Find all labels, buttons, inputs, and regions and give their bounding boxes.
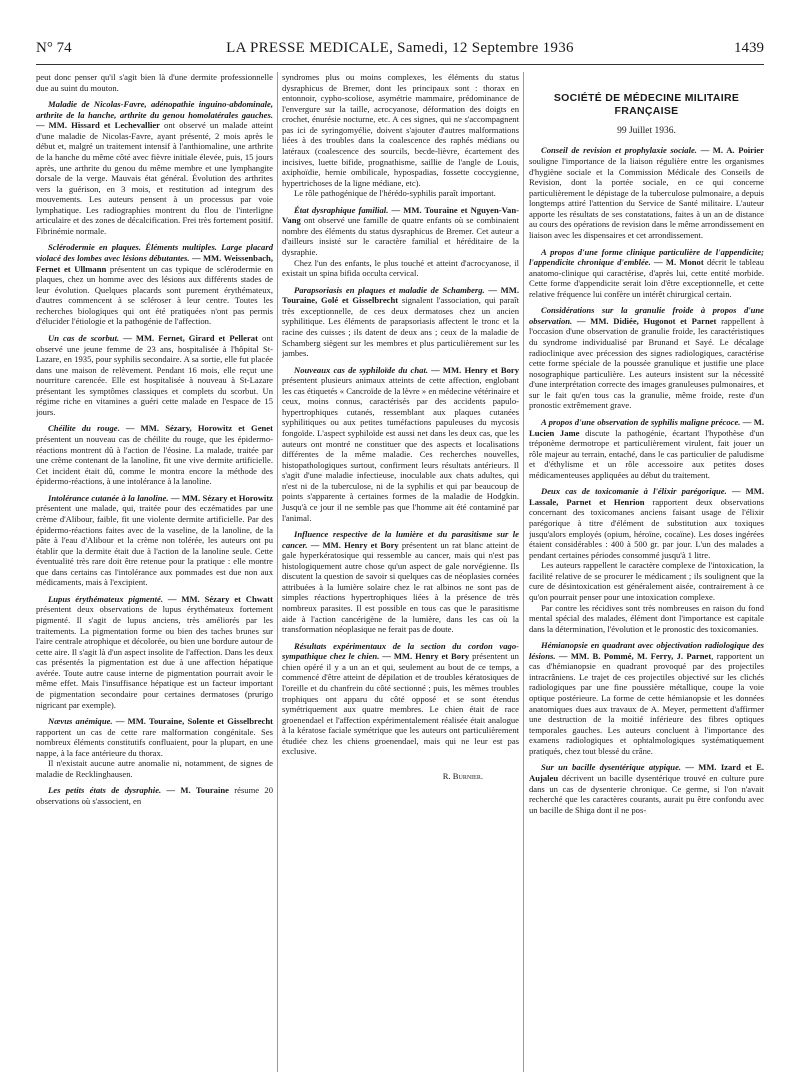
abstract-title: Maladie de Nicolas-Favre, adénopathie inguino-abdominale, arthrite de la hanche, arthrite du genou homolatérales gauches.: [36, 99, 273, 120]
reporter-signature: R. Burnier.: [442, 770, 483, 781]
abstract-authors: — MM. Sézary et Horowitz: [170, 492, 273, 503]
session-date: 99 Juillet 1936.: [617, 125, 676, 136]
abstract-text: décrit le tableau anatomo-clinique qui caractérise, d'après lui, cette entité morbide. Cette forme d'appendicite serait loin d'être exceptionnelle, et cette relative fréquence lui confère un intérêt chirurgical certain.: [529, 257, 764, 299]
abstract-title: Sur un bacille dysentérique atypique.: [541, 762, 682, 773]
abstract-authors: — MM. Didiée, Hugonot et Parnet: [576, 315, 717, 326]
abstract-paragraph: Par contre les récidives sont très nombreuses en raison du fond mental spécial des malades, élément dont l'importance est capitale dans la détermination, l'évolution et le pronostic des toxicomanies.: [529, 602, 764, 634]
abstract: [529, 640, 764, 756]
abstract-text: rapportent un cas de cette rare malformation congénitale. Ses nombreux éléments constitutifs confluaient, pour la plupart, en une nappe, à la face antérieure du thorax.: [36, 726, 273, 758]
abstract-text: ont observé une jeune femme de 23 ans, hospitalisée à l'hôpital St-Lazare, en 1935, pour syphilis secondaire. A sa sortie, elle fut placée dans une maison de relèvement. Pendant 16 mois, elle reçut une nourriture carencée. Elle est hospitalisée à nouveau à St-Lazare présentant les symptômes classiques et complets du scorbut. Un régime riche en vitamines a guéri cette malade en l'espace de 15 jours.: [36, 332, 273, 417]
abstract: [36, 493, 273, 588]
abstract-paragraph: Le rôle pathogénique de l'hérédo-syphilis paraît important.: [294, 188, 496, 199]
abstract-title: Résultats expérimentaux de la section du cordon vago-sympathique chez le chien.: [282, 640, 519, 662]
journal-title: LA PRESSE MEDICALE, Samedi, 12 Septembre 1936: [226, 40, 574, 56]
abstract-title: Nouveaux cas de syphiloïde du chat.: [294, 364, 428, 375]
issue-number: N° 74: [36, 40, 72, 56]
abstract: [36, 242, 273, 327]
abstract-title: Considérations sur la granulie froide à propos d'une observation.: [529, 305, 764, 326]
column-divider: [523, 72, 524, 1072]
abstract-paragraph: Il n'existait aucune autre anomalie ni, notamment, de signes de maladie de Recklinghausen.: [36, 758, 273, 779]
abstract-authors: — MM. Izard et E. Aujaleu: [529, 762, 764, 783]
abstract: [282, 205, 519, 279]
abstract-authors: — MM. Henry et Bory: [431, 364, 519, 375]
abstract-authors: — M. A. Poirier: [700, 145, 764, 156]
abstract-text: présentent une malade, qui, traitée pour des eczématides par une crème d'Alibour, faible, fit une violente dermite artificielle. Par des épidermo-réactions faites avec de la vaseline, de la lanoline, de la pâte à l'eau d'Alibour et la crème non tolérée, les auteurs ont pu établir que la dermite était due à l'action de la lanoline seule. Cette éventualité très rare doit être retenue pour la pratique : elle montre que dans certains cas l'intolérance aux pommades est due non aux médicaments, mais à l'excipient.: [36, 503, 273, 588]
abstract-title: Nævus anémique.: [48, 716, 113, 727]
abstract: [36, 716, 273, 779]
column-right: [529, 72, 764, 1072]
abstract-authors: — MM. Hissard et Lechevallier: [36, 120, 160, 131]
abstract-text: syndromes plus ou moins complexes, les éléments du status dysraphicus de Bremer, dont les principaux sont : thorax en entonnoir, cypho-scoliose, asymétrie mammaire, prédominance de l'envergure sur la taille, acrocyanose, déformation des doigts en crochet, énurésie nocturne, etc. A ces signes, qui ne s'accompagnent pas ici de syringomyélie, doivent s'ajouter d'autres malformations liées à des troubles dans la coalescence des raphés médians ou latéraux (coalescence des sourcils, becde-lièvre, écartement des incisives, luette bifide, prognathisme, saillie de l'angle de Louis, axiphoïdie, hernie ombilicale, hypospadias, fossette coccygienne, hypertrichoses de la ligne médiane, etc).: [282, 72, 519, 188]
abstract-text: présentent un chien opéré il y a un an et qui, seulement au bout de ce temps, a commencé d'être atteint de dépilation et de troubles kératosiques de l'oreille et du chanfrein du côté sectionné ; puis, les mêmes troubles trophiques ont apparu du côté opposé et se sont étendus symétriquement aux quatre membres. Le chien était de race groenendael et l'affection expérimentalement réalisée était analogue à la kératose faciale symétrique que les auteurs ont particulièrement étudiée chez les chiens groenendael, mais qui ne leur est pas exclusive.: [282, 651, 519, 757]
abstract-text: signalent l'association, qui paraît très exceptionnelle, de ces deux dermatoses chez un ancien syphilitique. Les éléments de parapsoriasis affectent le tronc et la racine des cuisses ; ils datent de deux ans ; ceux de la maladie de Schamberg siègent sur les membres et plus particulièrement sur les jambes.: [282, 295, 519, 359]
section-heading: SOCIÉTÉ DE MÉDECINE MILITAIRE FRANÇAISE: [553, 92, 740, 117]
abstract-text: présentent un nouveau cas de chéilite du rouge, que les épidermo-réactions montrent dû à l'action de l'éosine. La malade, traitée par une crème contenant de la lanoline, fit une vive dermite artificielle. Cet incident était dû, comme le montra encore la méthode des épidermo-réactions, à une intolérance à la lanoline.: [36, 434, 273, 487]
abstract-authors: — MM. Touraine et Nguyen-Van-Vang: [282, 204, 519, 226]
abstract: [36, 785, 273, 806]
abstract-title: A propos d'une observation de syphilis maligne précoce.: [541, 416, 741, 427]
abstract-authors: — MM. Weissenbach, Fernet et Ullmann: [36, 253, 273, 274]
abstract-authors: — M. Touraine: [166, 785, 229, 796]
abstract-text: présentent deux observations de lupus érythémateux fortement pigmenté. Il s'agit de lupus anciens, très améliorés par les traitements. La pigmentation forme ou bien des taches brunes sur l'aire centrale atrophique et décolorée, ou bien une bordure autour de cette aire. Il s'agit là d'un aspect insolite de l'affection. Dans les deux cas présentés la pigmentation est due à une affection hépatique avérée. Toute autre cause interne de pigmentation pourrait avoir le même effet. Mais l'insuffisance hépatique est un facteur important de pigmentation secondaire pour certaines dermatoses (prurigo nigricant par exemple).: [36, 604, 273, 710]
abstract-title: Un cas de scorbut.: [48, 332, 120, 343]
abstract: [529, 247, 764, 300]
page-number: 1439: [734, 40, 764, 56]
abstract: [36, 333, 273, 418]
abstract: [529, 762, 764, 815]
abstract-authors: — MM. Henry et Bory: [310, 539, 399, 550]
column-divider: [277, 72, 278, 1072]
abstract-text: ont observé un malade atteint d'une maladie de Nicolas-Favre, ayant présenté, 2 mois après le début et, malgré un traitement intensif à l'anthiomaline, une arthrite de la hanche du même côté avec fièvre initiale élevée, puis, 15 jours après, une arthrite du genou du même membre et une lymphangite dorsale de la verge. Mauvais état général. Évolution des arthrites vers la guérison, en 3 mois, et restitution ad integrum des mouvements. Les auteurs pensent à un processus par voie lymphatique. Les radiographies montrent du flou de l'interligne articulaire et des zones de décalcification. Frei très fortement positif. Fibrinémie normale.: [36, 120, 273, 236]
abstract: [529, 417, 764, 480]
abstract-title: État dysraphique familial.: [294, 204, 389, 215]
abstract-title: Sclérodermie en plaques. Éléments multiples. Large placard violacé des lombes avec lésions débutantes.: [36, 242, 273, 263]
abstract: [36, 99, 273, 236]
abstract-text: décrivent un bacille dysentérique trouvé en culture pure dans un cas de dysenterie chronique. Ce germe, si l'on n'avait recherché que les caractères courants, aurait pu être confondu avec un bacille de Shiga dont il ne pos-: [529, 772, 764, 815]
abstract-title: Lupus érythémateux pigmenté.: [48, 593, 163, 604]
abstract-text: discute la pathogénie, écartant l'hypothèse d'un tréponème dermotrope et particulièrement virulent, fait jouer un rôle majeur au terrain, entaché, dans le cas particulier de paludisme et d'éthylisme et un rôle accessoire aux petites doses médicamenteuses appliquées au début du traitement.: [529, 427, 764, 480]
column-middle: [282, 72, 519, 1072]
abstract-authors: — M. Monot: [654, 257, 704, 268]
abstract-authors: — M. Lucien Jame: [529, 416, 764, 438]
abstract-title: Intolérance cutanée à la lanoline.: [48, 492, 169, 503]
abstract-authors: — MM. Sézary et Chwatt: [167, 593, 273, 604]
abstract: [529, 486, 764, 634]
abstract-title: Hémianopsie en quadrant avec objectivation radiologique des lésions.: [529, 640, 764, 661]
abstract-authors: — MM. Henry et Bory: [382, 651, 470, 662]
abstract-text: présentent un cas typique de sclérodermie en plaques, chez un homme avec des lésions aux différents stades de leur évolution. Quelques placards sont purement érythémateux, d'autres commencent à se scléroser à leur centre. Toutes les recherches biologiques qui ont été pratiquées n'ont pas permis d'élucider l'étiologie et la pathogénie de l'affection.: [36, 263, 273, 327]
abstract-title: Influence respective de la lumière et du parasitisme sur le cancer.: [282, 529, 519, 550]
abstract-text: résume 20 observations où s'associent, en: [36, 785, 273, 806]
abstract-text: souligne l'importance de la liaison régulière entre les organismes d'hygiène sociale et la Commission Médicale des Conseils de Revision, dont la portée sociale, en ce qui concerne particulièrement le dépistage de la tuberculose pulmonaire, a depuis longtemps attiré l'attention du Service de Santé militaire. L'auteur apporte les résultats de ses constatations, faites à un an de distance au cours des opérations de revision dans le même arrondissement en liaison avec les dispensaires et cet arrondissement.: [529, 156, 764, 240]
abstract: [282, 529, 519, 635]
abstract: [36, 594, 273, 710]
abstract-text: rapportent deux observations concernant des toxicomanes anciens faisant usage de l'élixir parégorique à titre d'élément de substitution aux toxiques jusqu'alors employés (opium, héroïne, cocaïne). Les doses ingérées étaient considérables : 400 à 500 gr. par jour. L'un des malades a pendant certaines périodes consommé jusqu'à 1 litre.: [529, 496, 764, 560]
abstract: [282, 285, 519, 359]
abstract-title: Conseil de revision et prophylaxie sociale.: [541, 145, 697, 156]
column-left: [36, 72, 273, 1072]
running-header: [36, 40, 764, 60]
abstract: [282, 365, 519, 523]
abstract: [36, 72, 273, 93]
abstract-authors: — MM. Sézary, Horowitz et Genet: [125, 423, 273, 434]
abstract-title: Chéilite du rouge.: [48, 423, 120, 434]
abstract-authors: — MM. Touraine, Golé et Gisselbrecht: [282, 284, 519, 306]
abstract: [36, 423, 273, 486]
abstract-authors: — MM. Lassale, Parnet et Henrion: [529, 486, 764, 507]
abstract-title: A propos d'une forme clinique particulière de l'appendicite; l'appendicite chronique d'emblée.: [529, 246, 764, 268]
abstract-authors: — MM. Touraine, Solente et Gisselbrecht: [115, 716, 273, 727]
abstract-title: Les petits états de dysraphie.: [48, 785, 162, 796]
abstract: [529, 305, 764, 411]
abstract-text: présentent un rat blanc atteint de gale hyperkératosique qui ressemble au cancer, mais qui n'est pas histologiquement autre chose qu'un aspect de gale norvégienne. Ils discutent la question de savoir si quelques cas de néoplasies cornées attribuées à la lumière solaire chez le rat albinos ne sont pas de simples réactions hypertrophiques liées à la présence de très nombreux parasites. Il est possible en tous cas que le parasitisme aide à l'action cancérigène de la lumière, dans les cas où la transformation néoplasique ne ferait pas de doute.: [282, 539, 519, 635]
abstract-title: Parapsoriasis en plaques et maladie de Schamberg.: [294, 284, 485, 295]
abstract-text: , rapportent un cas d'hémianopsie en quadrant provoqué par des projectiles intracrâniens. Le trajet de ces projectiles objectivé sur les clichés radiologiques par une fine poussière métallique, coupe la voie optique postérieure. La forme de cette hémianopsie et les données anatomiques dues aux travaux de A. Meyer, permettent d'affirmer une destruction de la moitié inférieure des fibres optiques temporales gauches. Les auteurs concluent à l'importance des examens radiologiques et ophtalmologiques systématiquement pratiqués, chez tout blessé du crâne.: [529, 650, 764, 756]
abstract-authors: — MM. B. Pommé, M. Ferry, J. Parnet: [558, 650, 712, 661]
abstract: [282, 641, 519, 757]
abstract: [529, 145, 764, 240]
abstract-text: présentent plusieurs animaux atteints de cette affection, englobant les cas étiquetés « Cancroïde de la lèvre » en médecine vétérinaire et ceux, moins connus, caractérisés par des accidents papulo-hypertrophiques cutanés, ressemblant aux plaques cutanées syphilitiques ou aux petites tuméfactions papuleuses du mycosis fongoïde. L'aspect syphiloïde est aussi net dans les deux cas, que les auteurs ont montré ne constituer que des aspects et localisations différentes de la même maladie. Ces recherches nouvelles, histopathologiques surtout, confirment leurs résultats antérieurs. Il s'agit d'une maladie infectieuse, inoculable aux chats adultes, qui n'est ni de la tuberculose, ni de la syphilis et qui par beaucoup de points s'apparente à certaines formes de la maladie de Hodgkin. Jusqu'à ce jour il ne semble pas que l'homme ait été contaminé par l'animal.: [282, 375, 519, 523]
abstract-paragraph: Les auteurs rappellent le caractère complexe de l'intoxication, la facilité relative de se procurer le médicament ; ils soulignent que la cure de désintoxication est généralement aisée, contrairement à ce qu'on pourrait penser pour une intoxication complexe.: [529, 560, 764, 602]
header-rule: [36, 64, 764, 65]
abstract-paragraph: Chez l'un des enfants, le plus touché et atteint d'acrocyanose, il existait un spina bifida occulta cervical.: [282, 257, 519, 279]
abstract-text: ont observé une famille de quatre enfants où se combinaient nombre des éléments du status dysraphicus de Bremer. Cet auteur a d'ailleurs insisté sur le caractère familial et héréditaire de la dysraphie.: [282, 215, 519, 257]
abstract-text: rappellent à l'occasion d'une observation de granulie froide, les caractéristiques du syndrome individualisé par Brunand et Sayé. Le décalage radioclinique avec précession des signes radiologiques, caractérise cette forme spéciale de la poussée granulique et justifie une place nosographique particulière. Les auteurs insistent sur la nécessité d'une interprétation correcte des images granuleuses pulmonaires, et sur le fait qu'en tous cas la granulie, même froide, reste d'un pronostic extrêmement grave.: [529, 315, 764, 411]
abstract-text: peut donc penser qu'il s'agit bien là d'une dermite professionnelle due au suint du mouton.: [36, 72, 273, 93]
abstract: [282, 72, 519, 199]
abstract-title: Deux cas de toxicomanie à l'élixir parégorique.: [541, 486, 727, 497]
abstract-authors: — MM. Fernet, Girard et Pellerat: [123, 332, 258, 343]
